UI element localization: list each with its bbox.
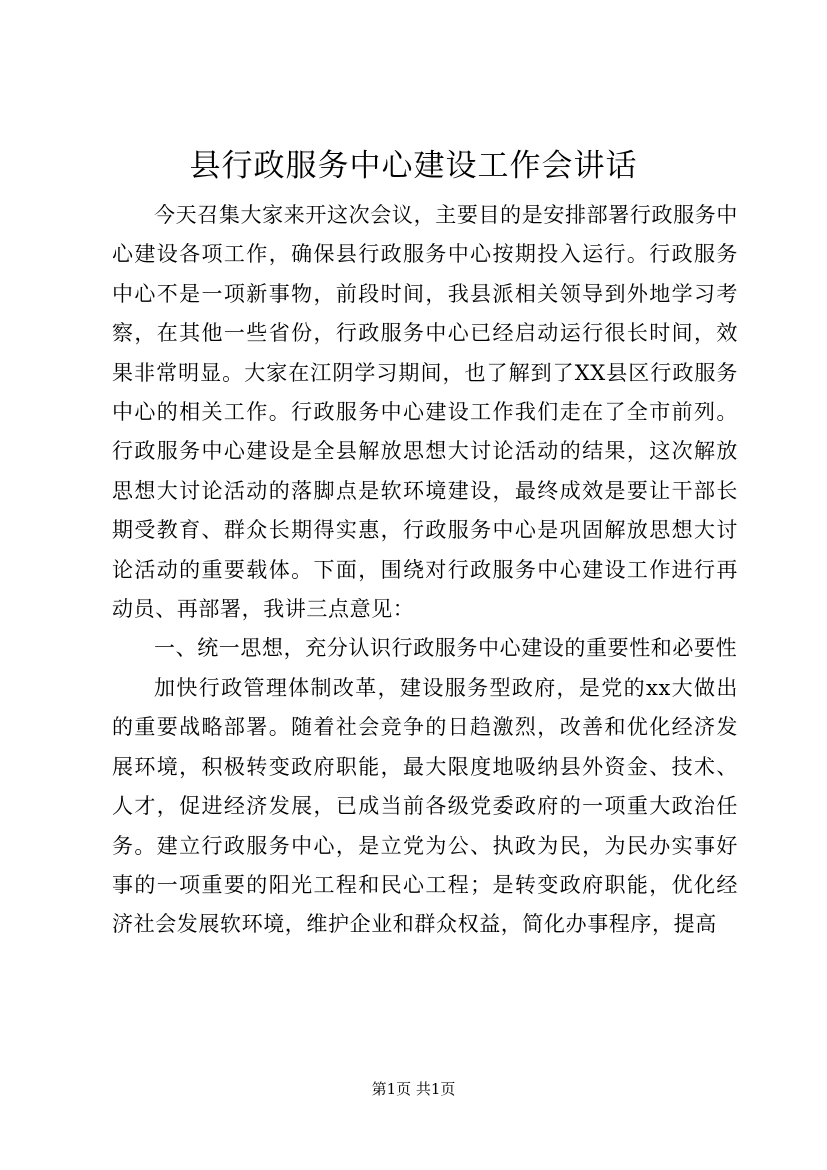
document-body <box>112 196 738 945</box>
page-footer: 第1页 共1页 <box>371 1080 456 1098</box>
paragraph-section-1: 加快行政管理体制改革，建设服务型政府，是党的xx大做出的重要战略部署。随着社会竞争的日趋激烈，改善和优化经济发展环境，积极转变政府职能，最大限度地吸纳县外资金、技术、人才，促进经济发展，已成当前各级党委政府的一项重大政治任务。建立行政服务中心，是立党为公、执政为民，为民办实事好事的一项重要的阳光工程和民心工程；是转变政府职能，优化经济社会发展软环境，维护企业和群众权益，简化办事程序，提高 <box>112 675 738 937</box>
section-heading-1: 一、统一思想，充分认识行政服务中心建设的重要性和必要性 <box>154 636 738 661</box>
paragraph-intro: 今天召集大家来开这次会议，主要目的是安排部署行政服务中心建设各项工作，确保县行政服务中心按期投入运行。行政服务中心不是一项新事物，前段时间，我县派相关领导到外地学习考察，在其他一些省份，行政服务中心已经启动运行很长时间，效果非常明显。大家在江阴学习期间，也了解到了XX县区行政服务中心的相关工作。行政服务中心建设工作我们走在了全市前列。行政服务中心建设是全县解放思想大讨论活动的结果，这次解放思想大讨论活动的落脚点是软环境建设，最终成效是要让干部长期受教育、群众长期得实惠，行政服务中心是巩固解放思想大讨论活动的重要载体。下面，围绕对行政服务中心建设工作进行再动员、再部署，我讲三点意见： <box>112 203 738 622</box>
document-title: 县行政服务中心建设工作会讲话 <box>189 148 638 184</box>
